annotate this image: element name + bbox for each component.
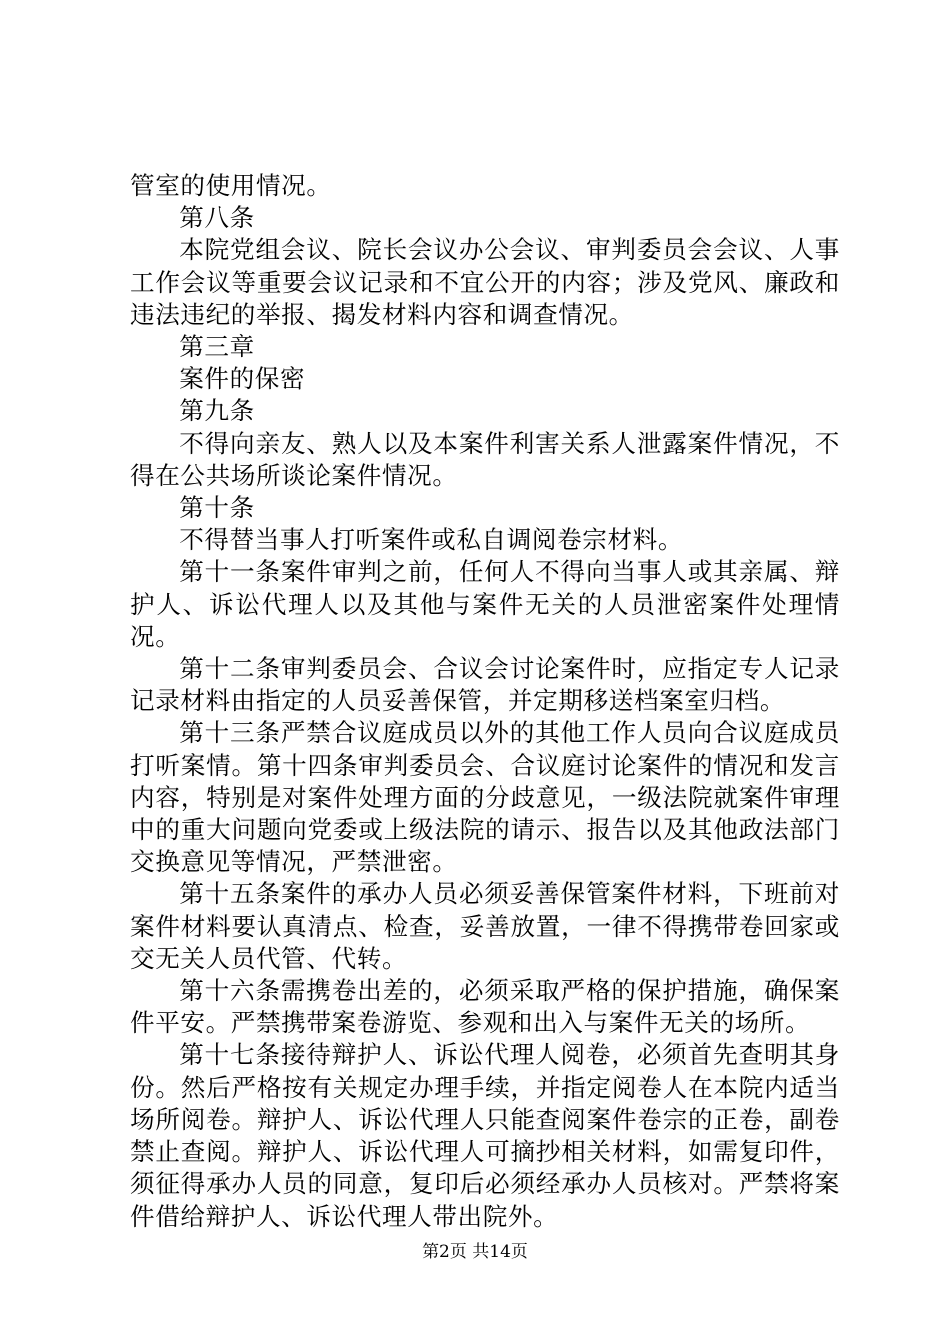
paragraph: 第十五条案件的承办人员必须妥善保管案件材料，下班前对案件材料要认真清点、检查，妥善放置，一律不得携带卷回家或交无关人员代管、代转。 [130, 879, 840, 973]
paragraph-continuation: 管室的使用情况。 [130, 171, 332, 200]
article-heading-9: 第九条 [179, 396, 255, 426]
article-heading-8: 第八条 [179, 203, 255, 233]
paragraph: 不得替当事人打听案件或私自调阅卷宗材料。 [179, 525, 684, 555]
chapter-title: 案件的保密 [179, 364, 306, 394]
chapter-heading-3: 第三章 [179, 332, 255, 362]
paragraph: 第十七条接待辩护人、诉讼代理人阅卷，必须首先查明其身份。然后严格按有关规定办理手续，并指定阅卷人在本院内适当场所阅卷。辩护人、诉讼代理人只能查阅案件卷宗的正卷，副卷禁止查阅。辩护人、诉讼代理人可摘抄相关材料，如需复印件，须征得承办人员的同意，复印后必须经承办人员核对。严禁将案件借给辩护人、诉讼代理人带出院外。 [130, 1040, 840, 1231]
paragraph: 不得向亲友、熟人以及本案件利害关系人泄露案件情况，不得在公共场所谈论案件情况。 [130, 428, 840, 490]
document-body [130, 170, 840, 1233]
page-number-footer: 第2页 共14页 [422, 1242, 528, 1262]
paragraph: 第十一条案件审判之前，任何人不得向当事人或其亲属、辩护人、诉讼代理人以及其他与案件无关的人员泄密案件处理情况。 [130, 557, 840, 651]
paragraph: 第十六条需携卷出差的，必须采取严格的保护措施，确保案件平安。严禁携带案卷游览、参观和出入与案件无关的场所。 [130, 976, 840, 1038]
article-heading-10: 第十条 [179, 493, 255, 523]
paragraph: 第十二条审判委员会、合议会讨论案件时，应指定专人记录记录材料由指定的人员妥善保管，并定期移送档案室归档。 [130, 654, 840, 716]
paragraph: 第十三条严禁合议庭成员以外的其他工作人员向合议庭成员打听案情。第十四条审判委员会、合议庭讨论案件的情况和发言内容，特别是对案件处理方面的分歧意见，一级法院就案件审理中的重大问题向党委或上级法院的请示、报告以及其他政法部门交换意见等情况，严禁泄密。 [130, 718, 840, 877]
paragraph: 本院党组会议、院长会议办公会议、审判委员会会议、人事工作会议等重要会议记录和不宜公开的内容；涉及党风、廉政和违法违纪的举报、揭发材料内容和调查情况。 [130, 235, 840, 329]
